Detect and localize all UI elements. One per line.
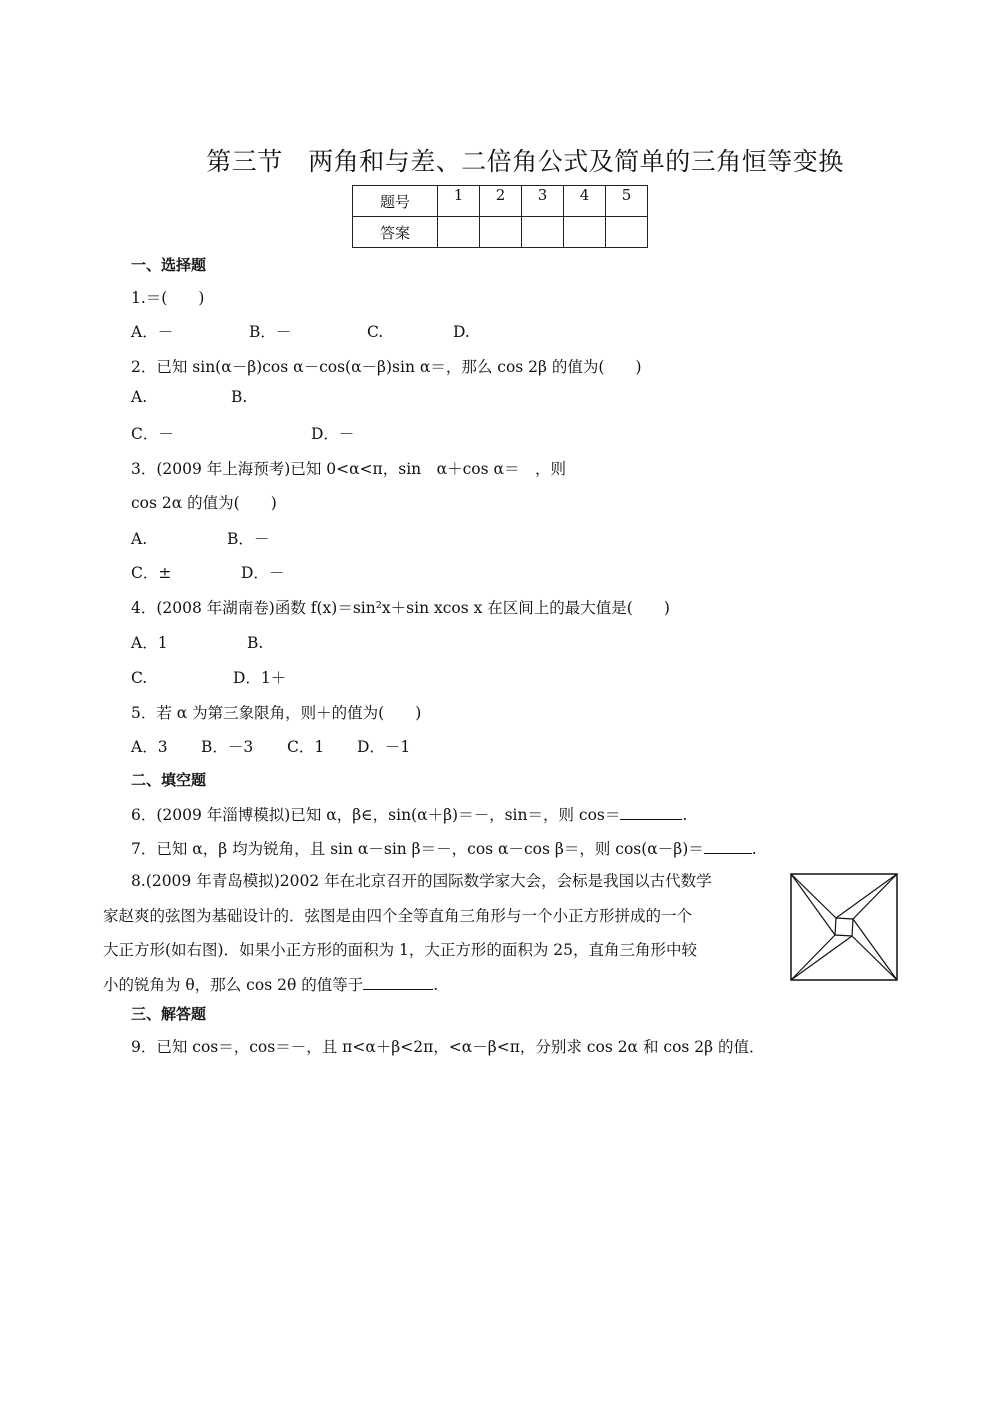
question-3-stem-continued: cos 2α 的值为( ) bbox=[131, 494, 277, 512]
answer-cell[interactable] bbox=[438, 217, 480, 248]
answer-table bbox=[352, 185, 648, 248]
triangle-edge bbox=[791, 874, 835, 935]
question-4-options-row1 bbox=[131, 631, 263, 653]
question-1-options bbox=[131, 320, 470, 342]
option-b: B. bbox=[231, 388, 248, 406]
question-6 bbox=[131, 803, 687, 825]
option-a: A．－ bbox=[131, 323, 174, 341]
option-d: D．－ bbox=[311, 425, 355, 443]
question-7-stem: 7．已知 α，β 均为锐角，且 sin α－sin β＝－，cos α－cos β＝，则 cos(α－β)＝ bbox=[131, 840, 704, 858]
question-7 bbox=[131, 837, 757, 859]
section-heading-fill: 二、填空题 bbox=[131, 771, 207, 789]
question-9-stem: 9．已知 cos＝，cos＝－，且 π<α＋β<2π，<α－β<π，分别求 cos 2α 和 cos 2β 的值． bbox=[131, 1038, 765, 1056]
question-5-options bbox=[131, 735, 410, 757]
triangle-edge bbox=[791, 936, 852, 980]
answer-blank[interactable] bbox=[620, 805, 682, 820]
question-2-stem: 2．已知 sin(α－β)cos α－cos(α－β)sin α＝，那么 cos 2β 的值为( ) bbox=[131, 358, 642, 376]
option-d: D．－ bbox=[241, 564, 285, 582]
table-row bbox=[353, 186, 648, 217]
answer-cell[interactable] bbox=[606, 217, 648, 248]
answer-cell[interactable] bbox=[522, 217, 564, 248]
question-2-options-row1 bbox=[131, 388, 247, 406]
option-c: C．± bbox=[131, 564, 172, 582]
question-3-options-row2 bbox=[131, 561, 284, 583]
answer-blank[interactable] bbox=[363, 975, 433, 990]
question-number-cell: 1 bbox=[438, 186, 480, 217]
triangle-edge bbox=[852, 936, 897, 980]
option-d: D．－1 bbox=[357, 738, 411, 756]
triangle-edge bbox=[791, 935, 835, 980]
section-heading-solve: 三、解答题 bbox=[131, 1005, 207, 1023]
question-8-last-line bbox=[103, 968, 771, 1003]
question-number-header: 题号 bbox=[353, 186, 438, 217]
question-8-period: . bbox=[433, 975, 439, 994]
question-number-cell: 2 bbox=[480, 186, 522, 217]
question-1-stem: 1.＝( ) bbox=[131, 289, 205, 307]
question-7-period: . bbox=[751, 840, 757, 858]
answer-blank[interactable] bbox=[704, 839, 752, 854]
triangle-edge bbox=[791, 874, 836, 918]
small-square bbox=[835, 918, 853, 936]
option-b: B．－ bbox=[227, 530, 270, 548]
question-3-options-row1 bbox=[131, 527, 269, 549]
option-b: B．－ bbox=[249, 323, 292, 341]
option-a: A．1 bbox=[131, 634, 168, 652]
option-d: D．1＋ bbox=[233, 669, 287, 687]
question-2-options-row2 bbox=[131, 422, 354, 444]
question-8-line: 小的锐角为 θ，那么 cos 2θ 的值等于 bbox=[103, 975, 364, 994]
question-6-period: . bbox=[682, 806, 688, 824]
answer-cell[interactable] bbox=[480, 217, 522, 248]
option-c: C. bbox=[131, 669, 148, 687]
section-heading-choice: 一、选择题 bbox=[131, 256, 207, 274]
option-b: B．－3 bbox=[201, 738, 254, 756]
triangle-edge bbox=[853, 874, 897, 919]
question-number-cell: 4 bbox=[564, 186, 606, 217]
question-3-stem: 3．(2009 年上海预考)已知 0<α<π，sin α＋cos α＝ ，则 bbox=[131, 460, 566, 478]
option-b: B. bbox=[247, 634, 264, 652]
question-4-stem: 4．(2008 年湖南卷)函数 f(x)＝sin²x＋sin xcos x 在区间上的最大值是( ) bbox=[131, 599, 670, 617]
question-8-line: 家赵爽的弦图为基础设计的．弦图是由四个全等直角三角形与一个小正方形拼成的一个 bbox=[103, 906, 693, 925]
option-a: A. bbox=[131, 388, 148, 406]
question-number-cell: 5 bbox=[606, 186, 648, 217]
page-title: 第三节 两角和与差、二倍角公式及简单的三角恒等变换 bbox=[206, 147, 844, 176]
triangle-edge bbox=[853, 919, 897, 980]
answer-cell[interactable] bbox=[564, 217, 606, 248]
question-number-cell: 3 bbox=[522, 186, 564, 217]
question-5-stem: 5．若 α 为第三象限角，则＋的值为( ) bbox=[131, 704, 422, 722]
question-4-options-row2 bbox=[131, 666, 286, 688]
question-8-line: 大正方形(如右图)．如果小正方形的面积为 1，大正方形的面积为 25，直角三角形中较 bbox=[103, 941, 698, 959]
question-8-line: 8.(2009 年青岛模拟)2002 年在北京召开的国际数学家大会，会标是我国以古代数学 bbox=[131, 872, 712, 890]
option-a: A．3 bbox=[131, 738, 168, 756]
table-row bbox=[353, 217, 648, 248]
option-d: D. bbox=[453, 323, 470, 341]
option-c: C. bbox=[367, 323, 384, 341]
question-6-stem: 6．(2009 年淄博模拟)已知 α，β∈，sin(α＋β)＝－，sin＝，则 cos＝ bbox=[131, 806, 621, 824]
option-c: C．－ bbox=[131, 425, 174, 443]
option-a: A. bbox=[131, 530, 148, 548]
zhao-shuang-diagram bbox=[790, 873, 898, 981]
question-8 bbox=[103, 864, 771, 1002]
triangle-edge bbox=[836, 874, 897, 918]
option-c: C．1 bbox=[287, 738, 325, 756]
answer-header: 答案 bbox=[353, 217, 438, 248]
